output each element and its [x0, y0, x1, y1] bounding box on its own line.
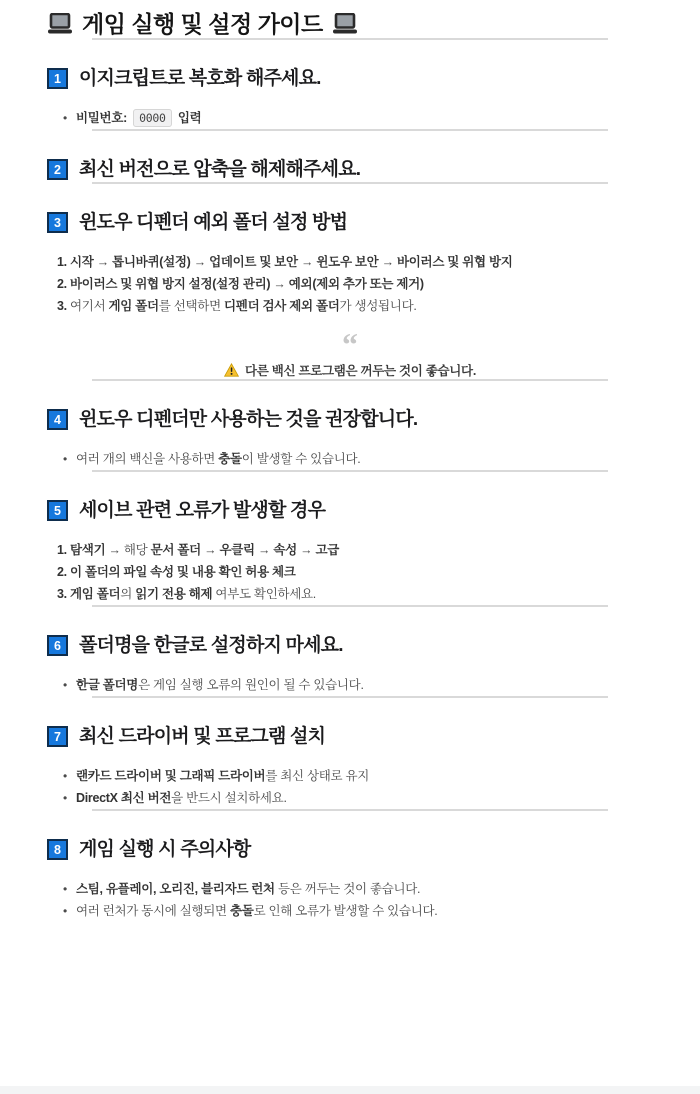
warning-line: [0, 361, 700, 379]
list-item: 게임 폴더의 읽기 전용 해제 여부도 확인하세요.: [70, 587, 316, 601]
section-divider: [92, 379, 608, 381]
step-list: [0, 539, 700, 605]
bullet-list: [0, 878, 700, 922]
list-item: 시작 → 톱니바퀴(설정) → 업데이트 및 보안 → 윈도우 보안 → 바이러스 및 위협 방지: [70, 255, 513, 269]
list-item: 이 폴더의 파일 속성 및 내용 확인 허용 체크: [70, 565, 296, 579]
list-item: 여기서 게임 폴더를 선택하면 디펜더 검사 제외 폴더가 생성됩니다.: [70, 299, 417, 313]
section-decrypt: [0, 66, 700, 129]
section-heading: 폴더명을 한글로 설정하지 마세요.: [79, 635, 343, 656]
quote-mark: “: [342, 326, 358, 362]
section-heading-row: [47, 210, 700, 235]
section-folder-name: [0, 633, 700, 696]
section-divider: [92, 605, 608, 607]
bullet-list: [0, 674, 700, 696]
laptop-icon: [47, 13, 73, 35]
section-heading-row: [47, 66, 700, 91]
page-title-row: [47, 10, 700, 38]
section-number-badge: 5: [47, 500, 68, 521]
section-heading: 윈도우 디펜더만 사용하는 것을 권장합니다.: [79, 409, 418, 430]
section-number-badge: 1: [47, 68, 68, 89]
section-divider: [92, 129, 608, 131]
section-heading-row: [47, 837, 700, 862]
bullet-list: [0, 448, 700, 470]
step-list: [0, 251, 700, 317]
section-divider: [92, 470, 608, 472]
section-number-badge: 6: [47, 635, 68, 656]
section-heading: 최신 드라이버 및 프로그램 설치: [79, 726, 326, 747]
section-defender-exclusion: [0, 210, 700, 379]
section-number-badge: 8: [47, 839, 68, 860]
section-heading-row: [47, 157, 700, 182]
next-block-edge: [0, 1086, 700, 1094]
list-item: • DirectX 최신 버전을 반드시 설치하세요.: [76, 787, 700, 809]
list-item: • 비밀번호: 0000 입력: [76, 107, 700, 129]
section-divider: [92, 182, 608, 184]
section-heading-row: [47, 498, 700, 523]
section-divider: [92, 38, 608, 40]
bullet-list: [0, 765, 700, 809]
list-item: 바이러스 및 위협 방지 설정(설정 관리) → 예외(제외 추가 또는 제거): [70, 277, 424, 291]
list-item: • 랜카드 드라이버 및 그래픽 드라이버를 최신 상태로 유지: [76, 765, 700, 787]
section-heading: 세이브 관련 오류가 발생할 경우: [79, 500, 326, 521]
password-value: 0000: [133, 109, 172, 127]
section-heading-row: [47, 724, 700, 749]
warning-triangle-icon: [224, 363, 239, 377]
list-item: 탐색기 → 해당 문서 폴더 → 우클릭 → 속성 → 고급: [70, 543, 339, 557]
bullet-list: [0, 107, 700, 129]
quote-block: [0, 326, 700, 379]
section-number-badge: 3: [47, 212, 68, 233]
section-drivers: [0, 724, 700, 809]
section-heading: 윈도우 디펜더 예외 폴더 설정 방법: [79, 212, 348, 233]
section-heading-row: [47, 407, 700, 432]
section-unzip: [0, 157, 700, 182]
list-item: • 한글 폴더명은 게임 실행 오류의 원인이 될 수 있습니다.: [76, 674, 700, 696]
section-heading: 이지크립트로 복호화 해주세요.: [79, 68, 321, 89]
section-heading-row: [47, 633, 700, 658]
section-divider: [92, 809, 608, 811]
list-item: • 여러 런처가 동시에 실행되면 충돌로 인해 오류가 발생할 수 있습니다.: [76, 900, 700, 922]
section-number-badge: 7: [47, 726, 68, 747]
section-number-badge: 4: [47, 409, 68, 430]
list-item: • 여러 개의 백신을 사용하면 충돌이 발생할 수 있습니다.: [76, 448, 700, 470]
section-heading: 최신 버전으로 압축을 해제해주세요.: [79, 159, 361, 180]
page-title: 게임 실행 및 설정 가이드: [82, 11, 323, 37]
section-save-errors: [0, 498, 700, 605]
section-divider: [92, 696, 608, 698]
laptop-icon: [332, 13, 358, 35]
list-item: • 스팀, 유플레이, 오리진, 블리자드 런처 등은 꺼두는 것이 좋습니다.: [76, 878, 700, 900]
section-defender-only: [0, 407, 700, 470]
section-heading: 게임 실행 시 주의사항: [79, 839, 251, 860]
warning-text: 다른 백신 프로그램은 꺼두는 것이 좋습니다.: [245, 364, 476, 378]
section-run-cautions: [0, 837, 700, 922]
section-number-badge: 2: [47, 159, 68, 180]
